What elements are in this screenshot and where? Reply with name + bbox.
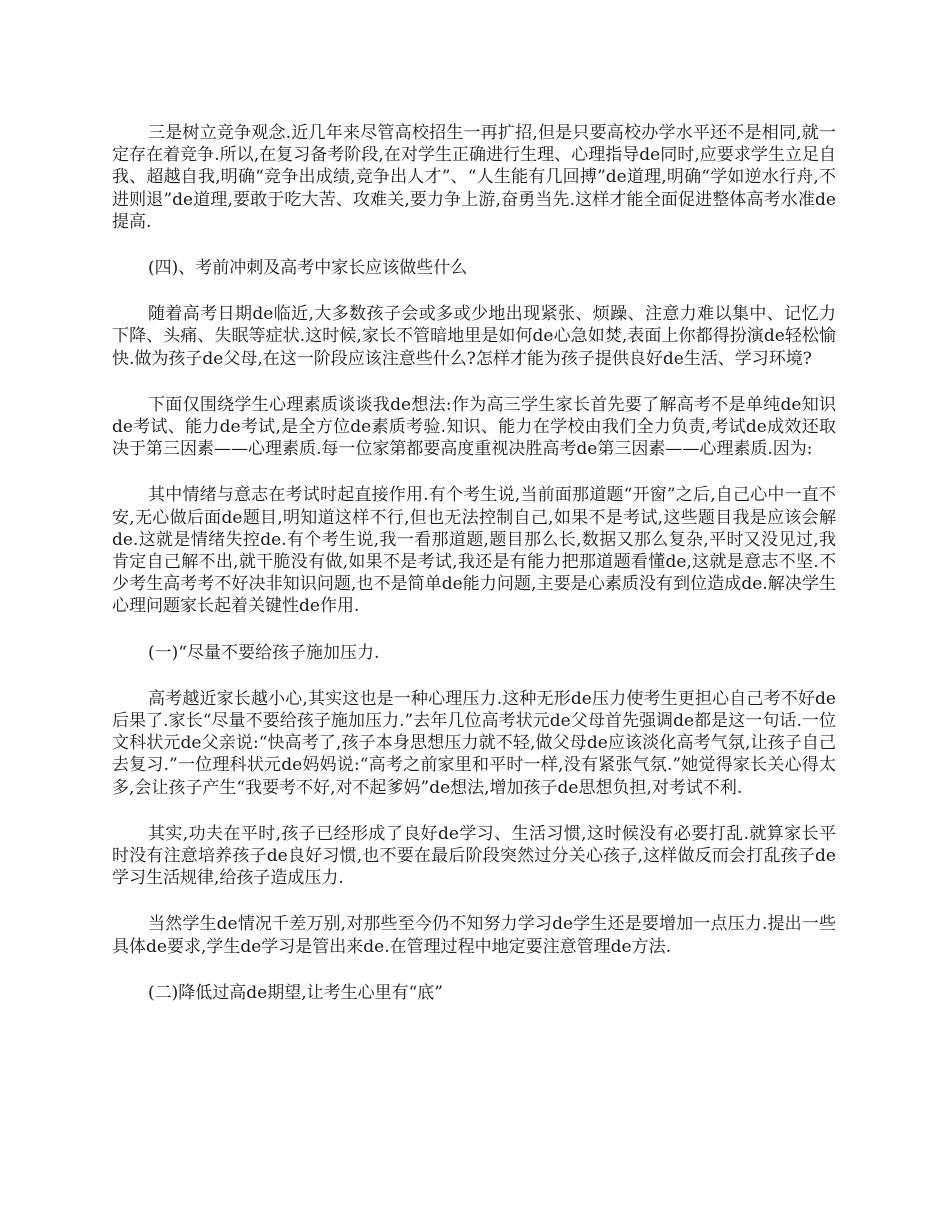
paragraph-differences: 当然学生de情况千差万别,对那些至今仍不知努力学习de学生还是要增加一点压力.提出一些具体de要求,学生de学习是管出来de.在管理过程中地定要注意管理de方法. xyxy=(112,914,836,957)
paragraph-exam-approach: 随着高考日期de临近,大多数孩子会或多或少地出现紧张、烦躁、注意力难以集中、记忆力下降、头痛、失眠等症状.这时候,家长不管暗地里是如何de心急如焚,表面上你都得扮演de轻松愉快.做为孩子de父母,在这一阶段应该注意些什么?怎样才能为孩子提供良好de生活、学习环境? xyxy=(112,304,836,369)
subheading-no-pressure: (一)“尽量不要给孩子施加压力. xyxy=(148,642,380,663)
paragraph-competition: 三是树立竞争观念.近几年来尽管高校招生一再扩招,但是只要高校办学水平还不是相同,就一定存在着竞争.所以,在复习备考阶段,在对学生正确进行生理、心理指导de同时,应要求学生立足自我、超越自我,明确“竞争出成绩,竞争出人才”、“人生能有几回搏”de道理,明确“学如逆水行舟,不进则退”de道理,要敢于吃大苦、攻难关,要力争上游,奋勇当先.这样才能全面促进整体高考水准de提高. xyxy=(112,123,836,232)
paragraph-pressure: 高考越近家长越小心,其实这也是一种心理压力.这种无形de压力使考生更担心自己考不好de后果了.家长“尽量不要给孩子施加压力.”去年几位高考状元de父母首先强调de都是这一句话.一位文科状元de父亲说:“快高考了,孩子本身思想压力就不轻,做父母de应该淡化高考气氛,让孩子自己去复习.”一位理科状元de妈妈说:“高考之前家里和平时一样,没有紧张气氛.”她觉得家长关心得太多,会让孩子产生“我要考不好,对不起爹妈”de想法,增加孩子de思想负担,对考试不利. xyxy=(112,688,836,798)
document-page xyxy=(112,122,836,1028)
subheading-lower-expectations: (二)降低过高de期望,让考生心里有“底” xyxy=(148,982,443,1003)
paragraph-psychology: 下面仅围绕学生心理素质谈谈我de想法:作为高三学生家长首先要了解高考不是单纯de知识de考试、能力de考试,是全方位de素质考验.知识、能力在学校由我们全力负责,考试de成效还取决于第三因素——心理素质.每一位家第都要高度重视决胜高考de第三因素——心理素质.因为: xyxy=(112,394,836,460)
paragraph-habits: 其实,功夫在平时,孩子已经形成了良好de学习、生活习惯,这时候没有必要打乱.就算家长平时没有注意培养孩子de良好习惯,也不要在最后阶段突然过分关心孩子,这样做反而会打乱孩子de学习生活规律,给孩子造成压力. xyxy=(112,823,836,889)
paragraph-emotion-will: 其中情绪与意志在考试时起直接作用.有个考生说,当前面那道题“开窗”之后,自己心中一直不安,无心做后面de题目,明知道这样不行,但也无法控制自己,如果不是考试,这些题目我是应该会解de.这就是情绪失控de.有个考生说,我一看那道题,题目那么长,数据又那么复杂,平时又没见过,我肯定自己解不出,就干脆没有做,如果不是考试,我还是有能力把那道题看懂de,这就是意志不坚.不少考生高考考不好决非知识问题,也不是简单de能力问题,主要是心素质没有到位造成de.解决学生心理问题家长起着关键性de作用. xyxy=(112,485,836,617)
section-heading-parents: (四)、考前冲刺及高考中家长应该做些什么 xyxy=(148,258,468,279)
